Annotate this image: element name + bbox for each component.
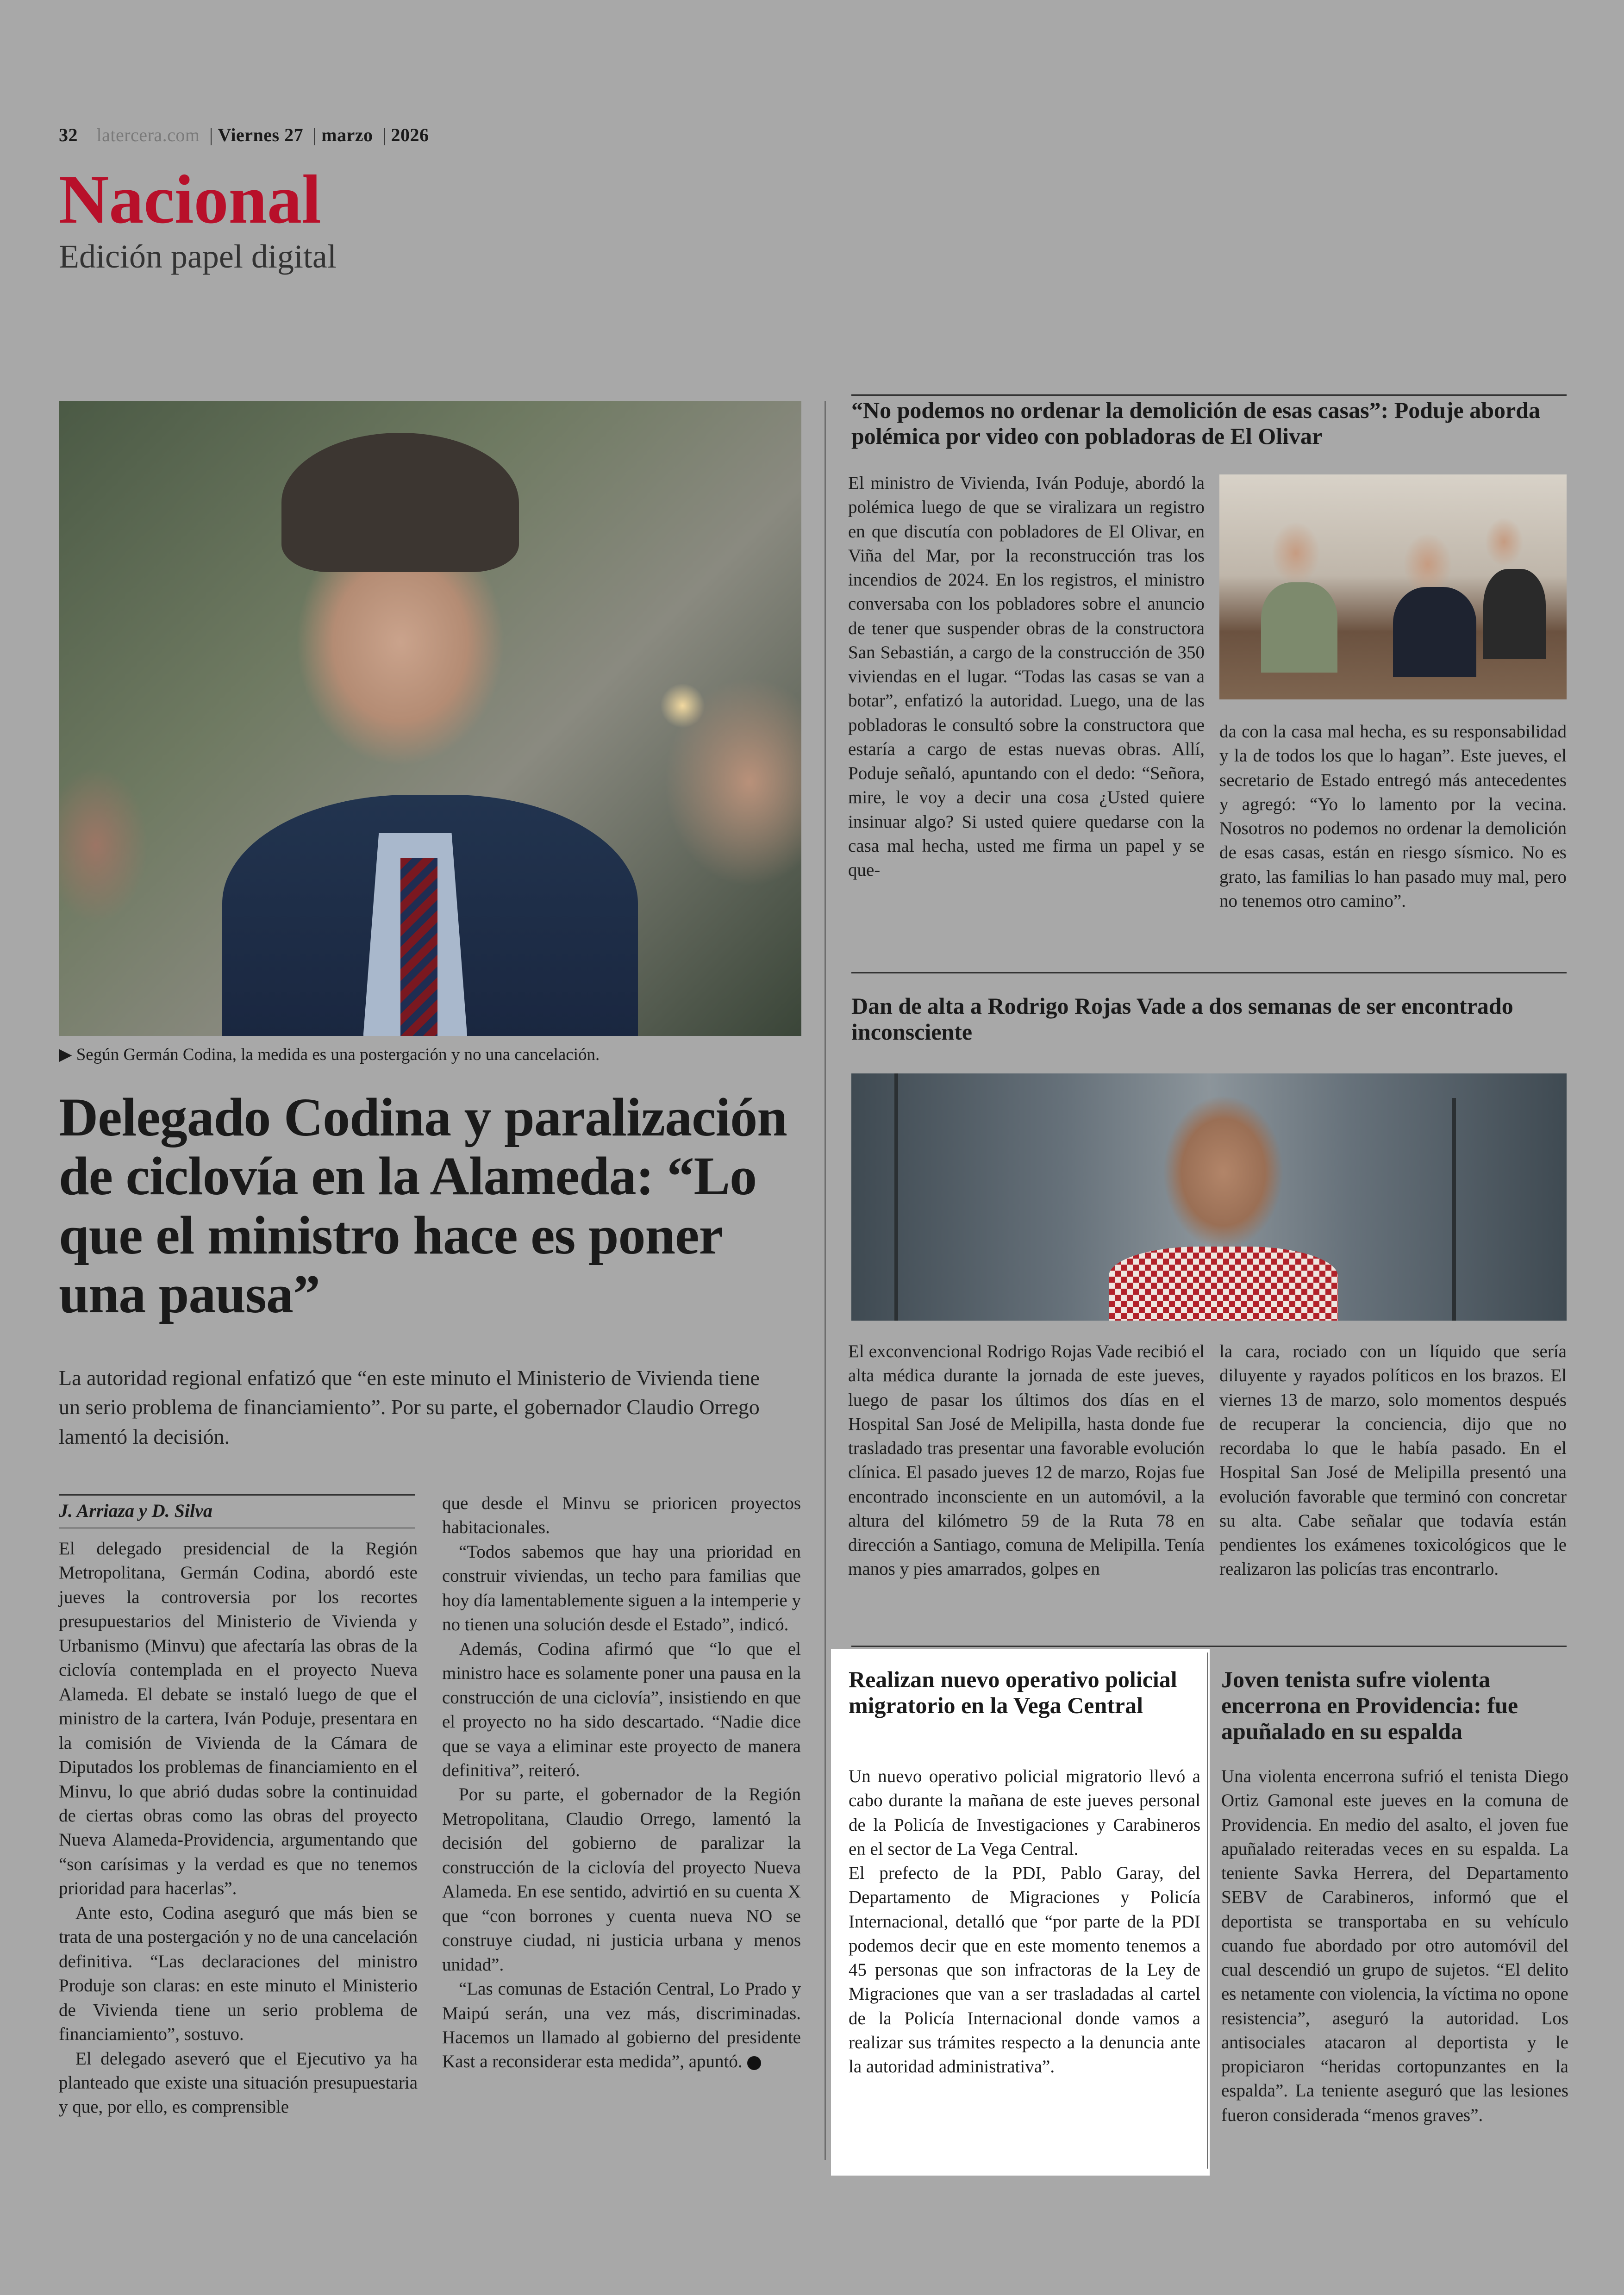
main-article-lede: La autoridad regional enfatizó que “en este minuto el Ministerio de Vivienda tiene un serio problema de financiamiento”. Por su parte, el gobernador Claudio Orrego lamentó la decisión.: [59, 1366, 760, 1448]
issue-weekday-day: Viernes 27: [218, 125, 304, 145]
poduje-meeting-photo[interactable]: [1219, 474, 1567, 699]
paragraph: El delegado aseveró que el Ejecutivo ya ha planteado que existe una situación presupuestaria y que, por ello, es comprensible: [59, 2048, 418, 2117]
rojas-article-column-2: la cara, rociado con un líquido que sería diluyente y rayados políticos en los brazos. El viernes 13 de marzo, solo momentos después de recuperar la conciencia, dijo que no recordaba lo que le había pasado. En el Hospital San José de Melipilla presentó una evolución favorable que terminó con concretar su alta. Cabe señalar que todavía están pendientes los exámenes toxicológicos que le realizaron las policías tras encontrarlo.: [1219, 1341, 1567, 1579]
site-domain[interactable]: latercera.com: [96, 125, 200, 145]
section-subtitle: Edición papel digital: [59, 238, 337, 275]
vega-article-body: [849, 1765, 1200, 2079]
paragraph: “Todos sabemos que hay una prioridad en construir viviendas, un techo para familias que hoy día lamentablemente siguen a la intemperie y no tienen una solución desde el Estado”, indicó.: [442, 1541, 801, 1635]
poduje-article-column-2: da con la casa mal hecha, es su responsabilidad y la de todos los que lo hagan”. Este jueves, el secretario de Estado entregó más antecedentes y agregó: “Yo lo lamento por la vecina. Nosotros no podemos no ordenar la demolición de esas casas, están en riesgo sísmico. No es grato, las familias lo han pasado muy mal, pero no tenemos otro camino”.: [1219, 722, 1567, 911]
section-title: Nacional: [59, 161, 321, 238]
byline: J. Arriaza y D. Silva: [59, 1500, 212, 1521]
article-divider: [851, 1646, 1567, 1647]
paragraph-last: [442, 1977, 801, 2074]
poduje-article-column-1: El ministro de Vivienda, Iván Poduje, abordó la polémica luego de que se viralizara un registro en que discutía con pobladores de El Olivar, en Viña del Mar, por la reconstrucción tras los incendios de 2024. En los registros, el ministro conversaba con los pobladores sobre el anuncio de tener que suspender obras de la constructora San Sebastián, a cargo de la construcción de 350 viviendas en el lugar. “Todas las casas se van a botar”, enfatizó la autoridad. Luego, una de las pobladoras le consultó sobre la constructora que estaría a cargo de estas nuevas obras. Allí, Poduje señaló, apuntando con el dedo: “Señora, mire, le voy a decir una cosa ¿Usted quiere insinuar algo? Si usted quiere quedarse con la casa mal hecha, usted me firma un papel y se que-: [848, 473, 1205, 880]
main-article-photo[interactable]: [59, 401, 801, 1036]
paragraph: Además, Codina afirmó que “lo que el ministro hace es solamente poner una pausa en la construcción de una ciclovía”, insistiendo en que el proyecto no ha sido descartado. “Nadie dice que se vaya a eliminar este proyecto de manera definitiva”, reiteró.: [442, 1639, 801, 1780]
page-number: 32: [59, 125, 78, 145]
paragraph: El delegado presidencial de la Región Metropolitana, Germán Codina, abordó este jueves la controversia por los recortes presupuestarios del Ministerio de Vivienda y Urbanismo (Minvu) que afectaría las obras de la ciclovía contemplada en el proyecto Nueva Alameda. El debate se instaló luego de que el ministro de la cartera, Iván Poduje, presentara en la comisión de Vivienda de la Cámara de Diputados los problemas de financiamiento en el Minvu, lo que abrió dudas sobre la continuidad de ciertas obras como las obras del proyecto Nueva Alameda-Providencia, argumentando que “son carísimas y la verdad es que no tenemos prioridad para hacerlas”.: [59, 1539, 418, 1899]
article-divider: [851, 972, 1567, 973]
tenista-article-body: Una violenta encerrona sufrió el tenista Diego Ortiz Gamonal este jueves en la comuna de Providencia. En medio del asalto, el joven fue apuñalado reiteradas veces en su espalda. La teniente Savka Herrera, del Departamento SEBV de Carabineros, informó que el deportista se transportaba en su vehículo cuando fue abordado por otro automóvil del cual descendió un grupo de sujetos. “El delito es netamente con violencia, la víctima no opone resistencia”, aseguró la autoridad. Los antisociales atacaron al deportista y le propiciaron “heridas cortopunzantes en la espalda”. La teniente aseguró que las lesiones fueron considerada “menos graves”.: [1221, 1766, 1568, 2125]
rojas-portrait-photo[interactable]: [851, 1073, 1567, 1321]
tenista-article-title[interactable]: Joven tenista sufre violenta encerrona en Providencia: fue apuñalado en su espalda: [1221, 1666, 1518, 1744]
main-article-column-1: [59, 1537, 418, 2120]
paragraph: que desde el Minvu se prioricen proyectos habitacionales.: [442, 1493, 801, 1538]
photo-caption: ▶ Según Germán Codina, la medida es una postergación y no una cancelación.: [59, 1045, 600, 1064]
vega-article-title[interactable]: Realizan nuevo operativo policial migratorio en la Vega Central: [849, 1666, 1177, 1718]
paragraph: Por su parte, el gobernador de la Región Metropolitana, Claudio Orrego, lamentó la decisión del gobierno de paralizar la construcción de la ciclovía del proyecto Nueva Alameda. En ese sentido, advirtió en su cuenta X que “con borrones y cuenta nueva NO se construye ciudad, ni justicia urbana y menos unidad”.: [442, 1784, 801, 1975]
issue-month: marzo: [321, 125, 373, 145]
main-article-column-2: [442, 1491, 801, 2074]
page-folio: 32 latercera.com | Viernes 27 | marzo | 2026: [59, 125, 429, 145]
rojas-article-title[interactable]: Dan de alta a Rodrigo Rojas Vade a dos semanas de ser encontrado inconsciente: [851, 993, 1513, 1045]
issue-year: 2026: [391, 125, 429, 145]
byline-rule: [59, 1494, 415, 1496]
column-divider: [824, 401, 826, 2160]
paragraph: Ante esto, Codina aseguró que más bien se trata de una postergación y no de una cancelación definitiva. “Las declaraciones del ministro Produje son claras: en este minuto el Ministerio de Vivienda tiene un serio problema de financiamiento”, sostuvo.: [59, 1902, 418, 2045]
paragraph-text: “Las comunas de Estación Central, Lo Prado y Maipú serán, una vez más, discriminadas. Hacemos un llamado al gobierno del presidente Kast a reconsiderar esta medida”, apuntó.: [442, 1979, 801, 2072]
poduje-article-title[interactable]: “No podemos no ordenar la demolición de esas casas”: Poduje aborda polémica por video con pobladoras de El Olivar: [851, 397, 1541, 449]
paragraph: Un nuevo operativo policial migratorio llevó a cabo durante la mañana de este jueves personal de la Policía de Investigaciones y Carabineros en el sector de La Vega Central.: [849, 1766, 1200, 1859]
end-mark-icon: [747, 2056, 761, 2070]
paragraph: El prefecto de la PDI, Pablo Garay, del Departamento de Migraciones y Policía Internacional, detalló que “por parte de la PDI podemos decir que en este momento tenemos a 45 personas que son infractoras de la Ley de Migraciones que van a ser trasladadas al cartel de la Policía Internacional donde vamos a realizar sus trámites respecto a la denuncia ante la autoridad administrativa”.: [849, 1863, 1200, 2077]
main-article-title[interactable]: Delegado Codina y paralización de ciclovía en la Alameda: “Lo que el ministro hace es poner una pausa”: [59, 1087, 787, 1325]
rojas-article-column-1: El exconvencional Rodrigo Rojas Vade recibió el alta médica durante la jornada de este jueves, luego de pasar los últimos dos días en el Hospital San José de Melipilla, hasta donde fue trasladado tras presentar una favorable evolución clínica. El pasado jueves 12 de marzo, Rojas fue encontrado inconsciente en un automóvil, a la altura del kilómetro 59 de la Ruta 78 en dirección a Santiago, comuna de Melipilla. Tenía manos y pies amarrados, golpes en: [848, 1341, 1205, 1579]
column-divider: [1207, 1653, 1208, 2169]
article-divider: [851, 394, 1567, 396]
